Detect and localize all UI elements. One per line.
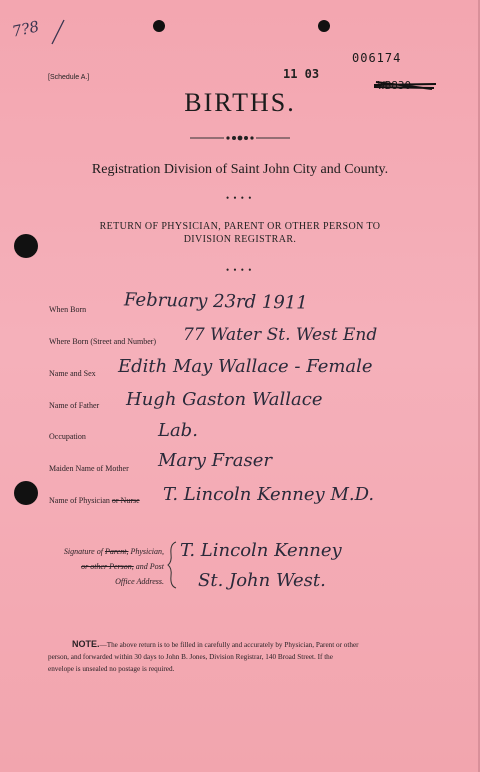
signature-brace xyxy=(166,540,178,590)
note-block xyxy=(48,638,434,675)
punch-hole-top-right xyxy=(318,20,330,32)
note-heading: NOTE. xyxy=(72,639,100,649)
physician-label-a: Name of Physician xyxy=(49,496,110,505)
father-label: Name of Father xyxy=(49,401,100,410)
registration-division: Registration Division of Saint John City and County. xyxy=(91,162,389,177)
physician-value: T. Lincoln Kenney M.D. xyxy=(163,484,375,505)
name-sex-label: Name and Sex xyxy=(49,369,96,378)
sig-label-other: or other Person, xyxy=(81,562,134,571)
signature-name: T. Lincoln Kenney xyxy=(180,540,342,561)
divider-dots-2: • • • • xyxy=(226,265,253,275)
margin-note-stroke xyxy=(48,18,68,48)
mother-label: Maiden Name of Mother xyxy=(49,464,129,473)
occupation-value: Lab. xyxy=(158,420,198,441)
signature-address: St. John West. xyxy=(198,570,326,591)
margin-note: 7?8 xyxy=(10,17,41,41)
punch-hole-left-lower xyxy=(14,481,38,505)
note-line1: —The above return is to be filled in carefully and accurately by Physician, Parent or other xyxy=(99,641,359,649)
serial-number: 006174 xyxy=(352,51,402,65)
sig-label-parent: Parent, xyxy=(104,547,129,556)
name-sex-value: Edith May Wallace - Female xyxy=(118,356,373,377)
physician-label-b: or Nurse xyxy=(111,496,140,505)
father-value: Hugh Gaston Wallace xyxy=(126,389,323,410)
return-heading-line2: DIVISION REGISTRAR. xyxy=(183,234,297,245)
when-born-label: When Born xyxy=(49,305,87,314)
signature-label xyxy=(48,544,164,589)
punch-hole-top xyxy=(153,20,165,32)
when-born-value: February 23rd 1911 xyxy=(123,289,308,314)
sig-label-signature: Signature of xyxy=(63,547,103,556)
sig-label-physician: Physician, xyxy=(130,547,164,556)
ornament-rule xyxy=(190,134,290,142)
note-line3: envelope is unsealed no postage is required. xyxy=(48,665,175,673)
mother-value: Mary Fraser xyxy=(158,450,272,471)
where-born-value: 77 Water St. West End xyxy=(183,325,378,345)
page-title: BIRTHS. xyxy=(184,88,296,117)
stamp-number: 11 03 xyxy=(283,67,320,81)
physician-label xyxy=(49,496,140,505)
occupation-label: Occupation xyxy=(49,432,86,441)
sig-label-office: Office Address. xyxy=(115,577,164,586)
where-born-label: Where Born (Street and Number) xyxy=(49,337,157,346)
schedule-label: [Schedule A.] xyxy=(48,74,90,81)
sig-label-post: and Post xyxy=(135,562,164,571)
return-heading-line1: RETURN OF PHYSICIAN, PARENT OR OTHER PERSON TO xyxy=(99,221,381,232)
note-line2: person, and forwarded within 30 days to John B. Jones, Division Registrar, 140 Broad Street. If the xyxy=(48,653,333,661)
divider-dots: • • • • xyxy=(226,193,253,203)
struck-number: WB830 xyxy=(378,79,412,92)
